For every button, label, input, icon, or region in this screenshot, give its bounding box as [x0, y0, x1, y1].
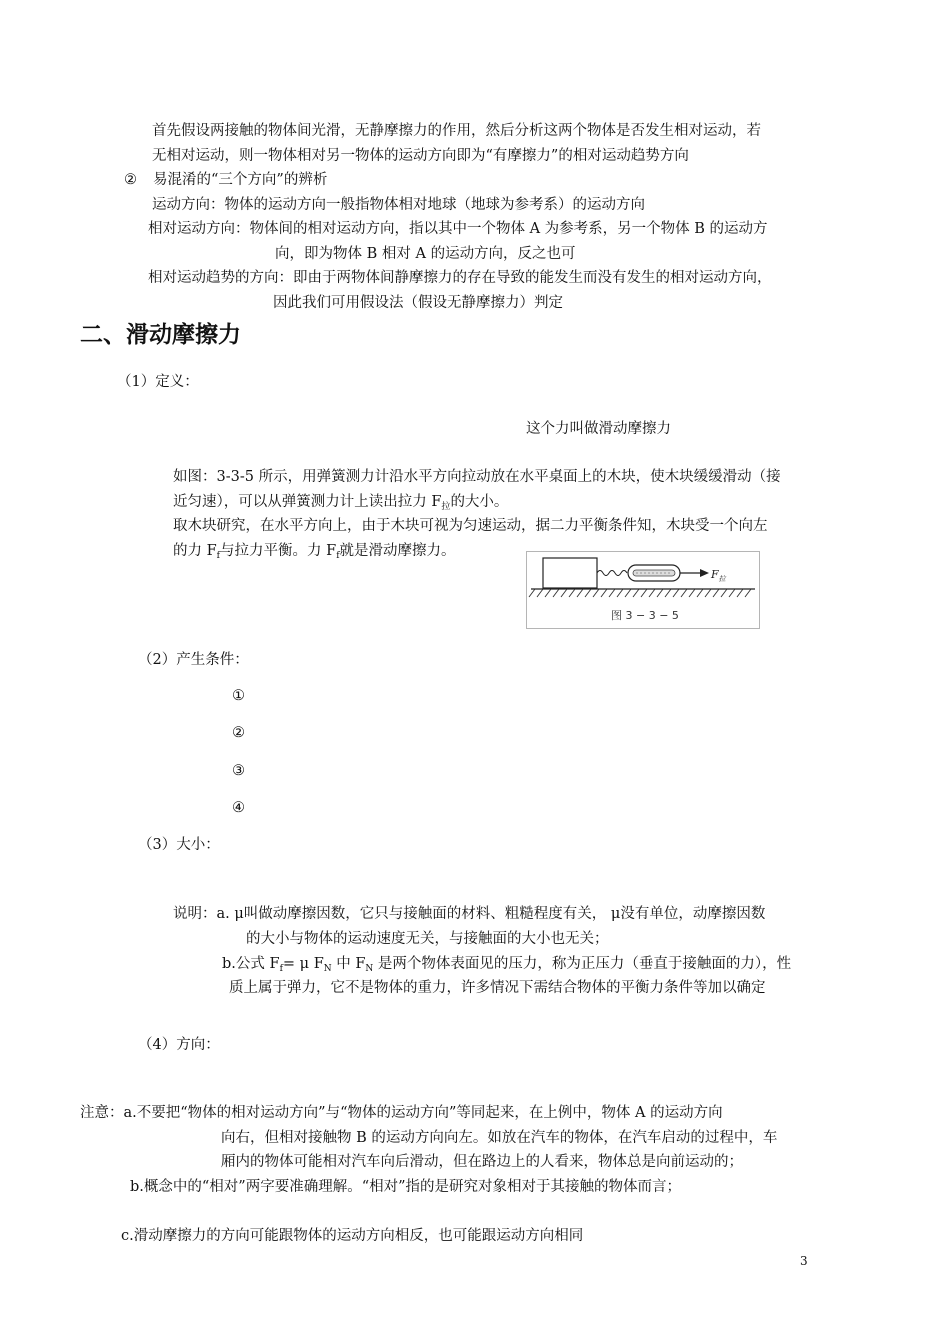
- hatch-line: [529, 589, 535, 597]
- hatch-line: [561, 589, 567, 597]
- ground-hatching: [529, 589, 751, 597]
- hatch-line: [585, 589, 591, 597]
- hatch-line: [577, 589, 583, 597]
- hatch-line: [545, 589, 551, 597]
- condition-marker: ①: [232, 688, 245, 704]
- size-label: （3）大小：: [138, 837, 220, 853]
- hatch-line: [641, 589, 647, 597]
- attention-text: 厢内的物体可能相对汽车向后滑动，但在路边上的人看来，物体总是向前运动的；: [221, 1154, 743, 1170]
- paragraph-line: 首先假设两接触的物体间光滑，无静摩擦力的作用，然后分析这两个物体是否发生相对运动，若: [152, 123, 761, 139]
- hatch-line: [729, 589, 735, 597]
- attention-text: 向右，但相对接触物 B 的运动方向向左。如放在汽车的物体，在汽车启动的过程中，车: [221, 1130, 778, 1146]
- definition-label: （1）定义：: [117, 374, 199, 390]
- subscript: N: [323, 964, 332, 974]
- hatch-line: [633, 589, 639, 597]
- hatch-line: [705, 589, 711, 597]
- force-label: [710, 568, 727, 583]
- attention-text: b.概念中的“相对”两字要准确理解。“相对”指的是研究对象相对于其接触的物体而言；: [130, 1179, 682, 1195]
- list-item-marker: ②: [124, 172, 137, 188]
- subscript: N: [365, 964, 374, 974]
- note-text: 质上属于弹力，它不是物体的重力，许多情况下需结合物体的平衡力条件等加以确定: [229, 980, 766, 996]
- condition-marker: ②: [232, 725, 245, 741]
- analysis-text: 取木块研究，在水平方向上，由于木块可视为匀速运动，据二力平衡条件知，木块受一个向左: [173, 518, 768, 534]
- hatch-line: [697, 589, 703, 597]
- hatch-line: [537, 589, 543, 597]
- hatch-line: [665, 589, 671, 597]
- text-run: 就是滑动摩擦力。: [339, 543, 456, 559]
- hatch-line: [673, 589, 679, 597]
- hatch-line: [601, 589, 607, 597]
- figure-description: 如图：3-3-5 所示，用弹簧测力计沿水平方向拉动放在水平桌面上的木块，使木块缓缓滑动（接: [173, 469, 781, 485]
- hatch-line: [657, 589, 663, 597]
- subscript: f: [336, 551, 340, 561]
- attention-text: c.滑动摩擦力的方向可能跟物体的运动方向相反，也可能跟运动方向相同: [121, 1228, 584, 1244]
- figure-caption: 图 3 − 3 − 5: [611, 609, 679, 622]
- hatch-line: [569, 589, 575, 597]
- paragraph-line: 因此我们可用假设法（假设无静摩擦力）判定: [273, 295, 563, 311]
- text-run: 近匀速），可以从弹簧测力计上读出拉力 F: [173, 494, 442, 510]
- figure-description: [173, 492, 508, 512]
- hatch-line: [649, 589, 655, 597]
- subscript: f: [279, 964, 283, 974]
- wood-block: [543, 558, 597, 588]
- text-run: 中 F: [331, 956, 366, 972]
- hatch-line: [681, 589, 687, 597]
- note-text: [222, 954, 791, 974]
- force-label-sub: 拉: [718, 575, 726, 583]
- hatch-line: [609, 589, 615, 597]
- hatch-line: [553, 589, 559, 597]
- force-label-main: F: [711, 568, 719, 581]
- text-run: 的大小。: [450, 494, 509, 510]
- analysis-text: [173, 541, 456, 561]
- paragraph-line: 相对运动趋势的方向：即由于两物体间静摩擦力的存在导致的能发生而没有发生的相对运动方向，: [148, 270, 772, 286]
- list-item-title: 易混淆的“三个方向”的辨析: [153, 172, 328, 188]
- conditions-label: （2）产生条件：: [138, 652, 249, 668]
- note-text: 说明：a. μ叫做动摩擦因数，它只与接触面的材料、粗糙程度有关， μ没有单位，动摩擦因数: [173, 906, 766, 922]
- page-number: 3: [800, 1254, 808, 1268]
- hatch-line: [745, 589, 751, 597]
- condition-marker: ③: [232, 763, 245, 779]
- paragraph-line: 运动方向：物体的运动方向一般指物体相对地球（地球为参考系）的运动方向: [152, 197, 645, 213]
- force-arrow-head: [700, 569, 709, 577]
- note-text: 的大小与物体的运动速度无关，与接触面的大小也无关；: [246, 931, 609, 947]
- text-run: = μ F: [282, 956, 324, 972]
- paragraph-line: 向，即为物体 B 相对 A 的运动方向，反之也可: [275, 246, 576, 262]
- direction-label: （4）方向：: [138, 1037, 220, 1053]
- subscript: f: [216, 551, 221, 561]
- paragraph-line: 相对运动方向：物体间的相对运动方向，指以其中一个物体 A 为参考系，另一个物体 B 的运动方: [148, 221, 768, 237]
- hatch-line: [625, 589, 631, 597]
- hatch-line: [617, 589, 623, 597]
- hatch-line: [737, 589, 743, 597]
- definition-text: 这个力叫做滑动摩擦力: [526, 421, 671, 437]
- text-run: b.公式 F: [222, 956, 280, 972]
- hatch-line: [593, 589, 599, 597]
- attention-text: 注意：a.不要把“物体的相对运动方向”与“物体的运动方向”等同起来，在上例中，物体 A 的运动方向: [80, 1105, 723, 1121]
- section-heading: 二、滑动摩擦力: [80, 322, 241, 348]
- hatch-line: [689, 589, 695, 597]
- text-run: 是两个物体表面见的压力，称为正压力（垂直于接触面的力），性: [373, 956, 792, 972]
- hatch-line: [713, 589, 719, 597]
- text-run: 与拉力平衡。力 F: [220, 543, 337, 559]
- spring-coil: [597, 571, 627, 576]
- paragraph-line: 无相对运动，则一物体相对另一物体的运动方向即为“有摩擦力”的相对运动趋势方向: [152, 148, 689, 164]
- subscript: 拉: [441, 502, 451, 512]
- text-run: 的力 F: [173, 543, 217, 559]
- condition-marker: ④: [232, 800, 245, 816]
- hatch-line: [721, 589, 727, 597]
- figure-spring-scale: [526, 551, 760, 629]
